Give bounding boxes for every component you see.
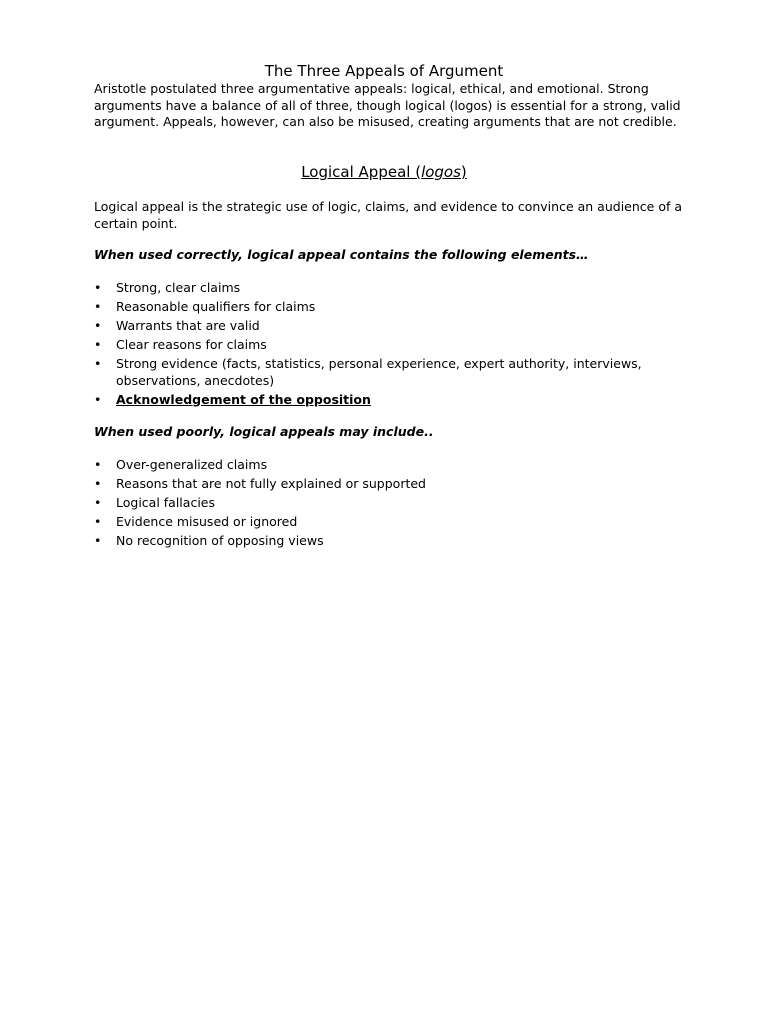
- bullet-icon: •: [94, 457, 102, 472]
- correct-use-heading: When used correctly, logical appeal contains the following elements…: [94, 247, 589, 262]
- list-item-text: Over-generalized claims: [116, 457, 268, 472]
- bullet-icon: •: [94, 356, 102, 371]
- list-item: [94, 280, 684, 297]
- bullet-icon: •: [94, 391, 102, 407]
- correct-use-list: [94, 280, 684, 411]
- list-item-text: Evidence misused or ignored: [116, 514, 298, 529]
- list-item: [94, 299, 684, 316]
- section-heading-italic: logos: [421, 163, 461, 181]
- bullet-icon: •: [94, 299, 102, 314]
- list-item-text: No recognition of opposing views: [116, 533, 324, 548]
- bullet-icon: •: [94, 280, 102, 295]
- list-item: [94, 514, 684, 531]
- bullet-icon: •: [94, 495, 102, 510]
- list-item-text: Strong evidence (facts, statistics, personal experience, expert authority, interviews, observations, anecdotes): [116, 356, 642, 388]
- list-item: [94, 337, 684, 354]
- list-item-text: Reasons that are not fully explained or supported: [116, 476, 426, 491]
- definition-paragraph: Logical appeal is the strategic use of logic, claims, and evidence to convince an audience of a certain point.: [94, 199, 682, 231]
- bullet-icon: •: [94, 533, 102, 548]
- intro-paragraph: Aristotle postulated three argumentative appeals: logical, ethical, and emotional. Strong arguments have a balance of all of three, though logical (logos) is essential for a strong, valid argument. Appeals, however, can also be misused, creating arguments that are not credible.: [94, 81, 681, 129]
- list-item-text: Clear reasons for claims: [116, 337, 267, 352]
- list-item: [94, 457, 684, 474]
- list-item-text: Warrants that are valid: [116, 318, 260, 333]
- list-item: [94, 533, 684, 550]
- list-item: [94, 392, 684, 409]
- list-item: [94, 356, 684, 389]
- list-item-text: Strong, clear claims: [116, 280, 241, 295]
- section-heading-suffix: ): [460, 163, 467, 181]
- list-item: [94, 476, 684, 493]
- list-item-text-emphasized: Acknowledgement of the opposition: [116, 391, 371, 407]
- section-heading: [0, 162, 768, 182]
- poor-use-heading: When used poorly, logical appeals may include..: [94, 424, 434, 439]
- list-item: [94, 318, 684, 335]
- list-item-text: Reasonable qualifiers for claims: [116, 299, 316, 314]
- bullet-icon: •: [94, 337, 102, 352]
- poor-use-list: [94, 457, 684, 552]
- bullet-icon: •: [94, 318, 102, 333]
- section-heading-prefix: Logical Appeal (: [301, 163, 422, 181]
- document-title: The Three Appeals of Argument: [264, 62, 504, 80]
- list-item-text: Logical fallacies: [116, 495, 215, 510]
- bullet-icon: •: [94, 476, 102, 491]
- bullet-icon: •: [94, 514, 102, 529]
- list-item: [94, 495, 684, 512]
